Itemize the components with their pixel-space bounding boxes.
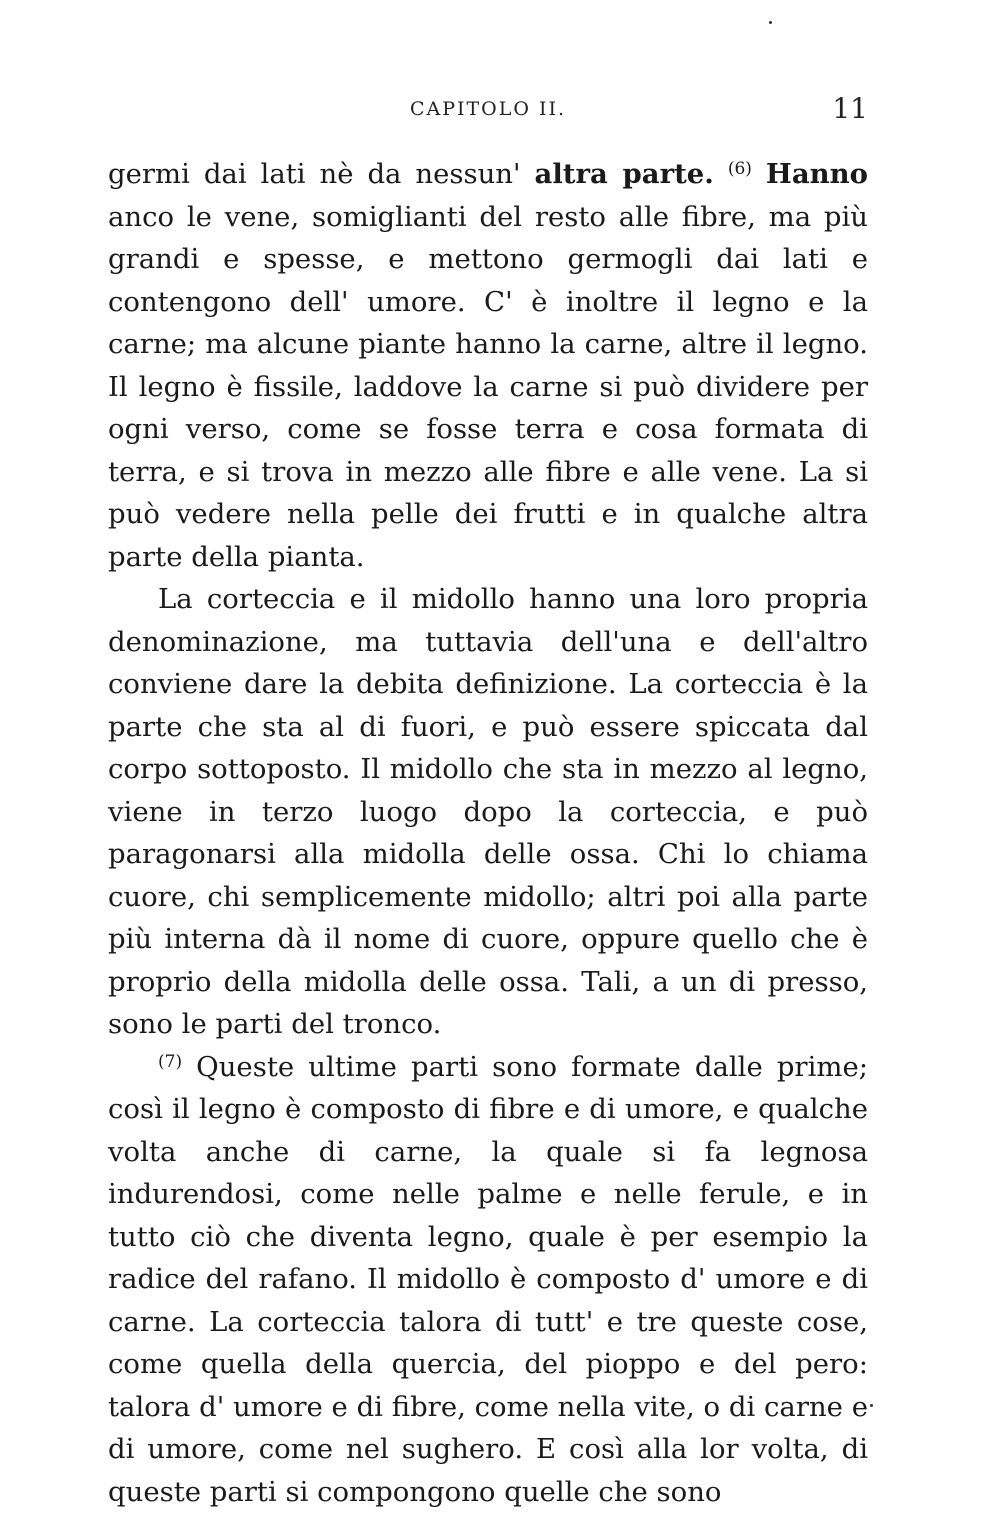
note-marker: (7): [158, 1052, 182, 1072]
running-title: CAPITOLO II.: [108, 98, 868, 120]
body-text: [108, 153, 868, 1513]
paragraph-continuation: [108, 153, 868, 578]
ink-speck: [769, 21, 772, 24]
bold-phrase: Hanno: [766, 158, 868, 190]
paragraph: [108, 1046, 868, 1513]
ink-speck: [870, 1404, 873, 1407]
running-head: [108, 92, 868, 132]
page-number: 11: [832, 92, 868, 125]
paragraph-lead: germi dai lati nè da nessun': [108, 158, 535, 190]
bold-phrase: altra parte.: [535, 158, 714, 190]
note-marker: (6): [728, 159, 752, 179]
paragraph-text: anco le vene, somiglianti del resto alle fibre, ma più grandi e spesse, e mettono germogli dai lati e contengono dell' umore. C' è inoltre il legno e la carne; ma alcune piante hanno la carne, altre il legno. Il legno è fissile, laddove la carne si può dividere per ogni verso, come se fosse terra e cosa formata di terra, e si trova in mezzo alle fibre e alle vene. La si può vedere nella pelle dei frutti e in qualche altra parte della pianta.: [108, 201, 868, 573]
paragraph: La corteccia e il midollo hanno una loro propria denominazione, ma tuttavia dell'una e dell'altro conviene dare la debita definizione. La corteccia è la parte che sta al di fuori, e può essere spiccata dal corpo sottoposto. Il midollo che sta in mezzo al legno, viene in terzo luogo dopo la corteccia, e può paragonarsi alla midolla delle ossa. Chi lo chiama cuore, chi semplicemente midollo; altri poi alla parte più interna dà il nome di cuore, oppure quello che è proprio della midolla delle ossa. Tali, a un di presso, sono le parti del tronco.: [108, 578, 868, 1046]
paragraph-text: Queste ultime parti sono formate dalle prime; così il legno è composto di fibre e di umore, e qualche volta anche di carne, la quale si fa legnosa indurendosi, come nelle palme e nelle ferule, e in tutto ciò che diventa legno, quale è per esempio la radice del rafano. Il midollo è composto d' umore e di carne. La corteccia talora di tutt' e tre queste cose, come quella della quercia, del pioppo e del pero: talora d' umore e di fibre, come nella vite, o di carne e di umore, come nel sughero. E così alla lor volta, di queste parti si compongono quelle che sono: [108, 1051, 868, 1508]
